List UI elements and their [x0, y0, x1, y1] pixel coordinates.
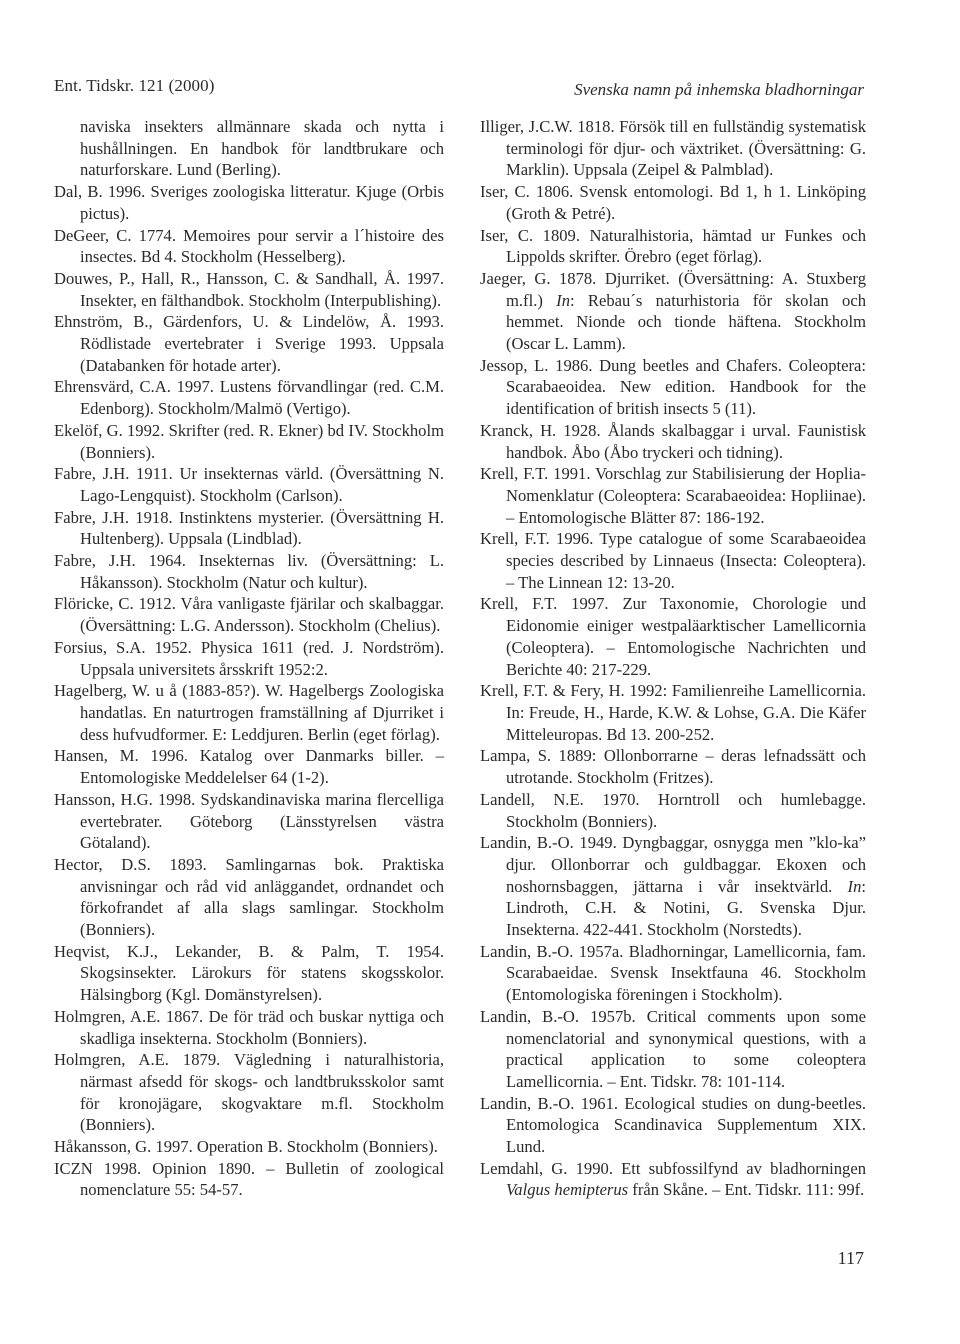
- reference-entry: DeGeer, C. 1774. Memoires pour servir a l´histoire des insectes. Bd 4. Stockholm (Hesselberg).: [54, 225, 444, 267]
- reference-entry: Dal, B. 1996. Sveriges zoologiska litteratur. Kjuge (Orbis pictus).: [54, 182, 444, 223]
- reference-entry: Lampa, S. 1889: Ollonborrarne – deras lefnadssätt och utrotande. Stockholm (Fritzes).: [480, 746, 866, 788]
- reference-text: : Lindroth, C.H. & Notini, G. Svenska Djur. Insekterna. 422-441. Stockholm (Norstedts).: [506, 876, 866, 940]
- reference-entry: Landin, B.-O. 1961. Ecological studies on dung-beetles. Entomologica Scandinavica Supplementum XIX. Lund.: [480, 1093, 866, 1157]
- reference-entry: Krell, F.T. 1997. Zur Taxonomie, Chorologie und Eidonomie einiger westpaläarktischer Lamellicornia (Coleoptera). – Entomologische Nachrichten und Berichte 40: 217-229.: [480, 594, 866, 679]
- reference-entry: Hansen, M. 1996. Katalog over Danmarks biller. – Entomologiske Meddelelser 64 (1-2).: [54, 746, 444, 788]
- reference-entry: Krell, F.T. & Fery, H. 1992: Familienreihe Lamellicornia. In: Freude, H., Harde, K.W. & Lohse, G.A. Die Käfer Mitteleuropas. Bd 13. 200-252.: [480, 681, 866, 744]
- reference-entry: [480, 268, 866, 355]
- reference-entry: Jessop, L. 1986. Dung beetles and Chafers. Coleoptera: Scarabaeoidea. New edition. Handbook for the identification of british insects 5 (11).: [480, 355, 866, 419]
- reference-entry: Forsius, S.A. 1952. Physica 1611 (red. J. Nordström). Uppsala universitets årsskrift 1952:2.: [54, 637, 444, 679]
- reference-entry: Landin, B.-O. 1957a. Bladhorningar, Lamellicornia, fam. Scarabaeidae. Svensk Insektfauna 46. Stockholm (Entomologiska föreningen i Stockholm).: [480, 941, 866, 1005]
- reference-entry: Fabre, J.H. 1918. Instinktens mysterier. (Översättning H. Hultenberg). Uppsala (Lindblad).: [54, 507, 444, 549]
- reference-entry: ICZN 1998. Opinion 1890. – Bulletin of zoological nomenclature 55: 54-57.: [54, 1158, 444, 1200]
- reference-entry: Landell, N.E. 1970. Horntroll och humlebagge. Stockholm (Bonniers).: [480, 789, 866, 831]
- reference-entry: [480, 1158, 866, 1201]
- reference-entry: [480, 832, 866, 941]
- reference-entry: Landin, B.-O. 1957b. Critical comments upon some nomenclatorial and synonymical questions, with a practical application to some coleoptera Lamellicornia. – Ent. Tidskr. 78: 101-114.: [480, 1006, 866, 1091]
- reference-entry: Hagelberg, W. u å (1883-85?). W. Hagelbergs Zoologiska handatlas. En naturtrogen framställning af Djurriket i dess hufvudformer. E: Leddjuren. Berlin (eget förlag).: [54, 681, 444, 744]
- reference-entry: Krell, F.T. 1996. Type catalogue of some Scarabaeoidea species described by Linnaeus (Insecta: Coleoptera). – The Linnean 12: 13-20.: [480, 529, 866, 592]
- reference-entry: Holmgren, A.E. 1879. Vägledning i naturalhistoria, närmast afsedd för skogs- och landtbruksskolor samt för kronojägare, skogvaktare m.fl. Stockholm (Bonniers).: [54, 1050, 444, 1135]
- reference-entry: Kranck, H. 1928. Ålands skalbaggar i urval. Faunistisk handbok. Åbo (Åbo tryckeri och tidning).: [480, 420, 866, 462]
- reference-entry: Holmgren, A.E. 1867. De för träd och buskar nyttiga och skadliga insekterna. Stockholm (Bonniers).: [54, 1006, 444, 1048]
- reference-entry: Douwes, P., Hall, R., Hansson, C. & Sandhall, Å. 1997. Insekter, en fälthandbok. Stockholm (Interpublishing).: [54, 268, 444, 310]
- reference-text: Landin, B.-O. 1949. Dyngbaggar, osnygga men ”klo-ka” djur. Ollonborrar och guldbaggar. Ekoxen och noshornsbaggen, jättarna i vår insektvärld.: [480, 833, 866, 896]
- reference-entry: Krell, F.T. 1991. Vorschlag zur Stabilisierung der Hoplia-Nomenklatur (Coleoptera: Scarabaeoidea: Hopliinae). – Entomologische Blätter 87: 186-192.: [480, 464, 866, 527]
- reference-entry: Hansson, H.G. 1998. Sydskandinaviska marina flercelliga evertebrater. Göteborg (Länsstyrelsen västra Götaland).: [54, 789, 444, 853]
- reference-entry: Ehnström, B., Gärdenfors, U. & Lindelöw, Å. 1993. Rödlistade evertebrater i Sverige 1993. Uppsala (Databanken för hotade arter).: [54, 312, 444, 375]
- reference-text: Lemdahl, G. 1990. Ett subfossilfynd av bladhorningen: [480, 1158, 866, 1178]
- running-head-journal: Ent. Tidskr. 121 (2000): [54, 76, 215, 95]
- reference-text: : Rebau´s naturhistoria för skolan och hemmet. Nionde och tionde häftena. Stockholm (Oscar L. Lamm).: [506, 290, 866, 354]
- reference-column-right: [480, 116, 866, 1201]
- reference-italic-text: In: [847, 876, 862, 896]
- reference-entry: Iser, C. 1806. Svensk entomologi. Bd 1, h 1. Linköping (Groth & Petré).: [480, 182, 866, 223]
- reference-italic-text: Valgus hemipterus: [506, 1180, 629, 1200]
- reference-text: Jaeger, G. 1878. Djurriket. (Översättning: A. Stuxberg m.fl.): [480, 268, 866, 310]
- reference-entry: Fabre, J.H. 1964. Insekternas liv. (Översättning: L. Håkansson). Stockholm (Natur och kultur).: [54, 551, 444, 592]
- reference-entry: naviska insekters allmännare skada och nytta i hushållningen. En handbok för landtbrukare och naturforskare. Lund (Berling).: [80, 117, 444, 180]
- reference-entry: Heqvist, K.J., Lekander, B. & Palm, T. 1954. Skogsinsekter. Lärokurs för statens skogsskolor. Hälsingborg (Kgl. Domänstyrelsen).: [54, 941, 444, 1005]
- reference-entry: Flöricke, C. 1912. Våra vanligaste fjärilar och skalbaggar. (Översättning: L.G. Andersson). Stockholm (Chelius).: [54, 594, 444, 636]
- reference-entry: Hector, D.S. 1893. Samlingarnas bok. Praktiska anvisningar och råd vid anläggandet, ordnandet och förkofrandet af alla slags samlingar. Stockholm (Bonniers).: [54, 854, 444, 940]
- reference-italic-text: In: [556, 290, 570, 310]
- reference-text: från Skåne. – Ent. Tidskr. 111: 99f.: [628, 1180, 865, 1200]
- reference-entry: Illiger, J.C.W. 1818. Försök till en fullständig systematisk terminologi för djur- och växtriket. (Översättning: G. Marklin). Uppsala (Zeipel & Palmblad).: [480, 117, 866, 180]
- reference-entry: Ekelöf, G. 1992. Skrifter (red. R. Ekner) bd IV. Stockholm (Bonniers).: [54, 420, 444, 462]
- reference-entry: Ehrensvärd, C.A. 1997. Lustens förvandlingar (red. C.M. Edenborg). Stockholm/Malmö (Vertigo).: [54, 377, 444, 419]
- reference-column-left: [54, 116, 444, 1201]
- running-head-article-title: Svenska namn på inhemska bladhorningar: [574, 80, 864, 99]
- page-number: 117: [837, 1248, 864, 1268]
- reference-entry: Fabre, J.H. 1911. Ur insekternas värld. (Översättning N. Lago-Lengquist). Stockholm (Carlson).: [54, 464, 444, 505]
- reference-entry: Håkansson, G. 1997. Operation B. Stockholm (Bonniers).: [54, 1137, 438, 1157]
- reference-entry: Iser, C. 1809. Naturalhistoria, hämtad ur Funkes och Lippolds skrifter. Örebro (eget förlag).: [480, 225, 866, 267]
